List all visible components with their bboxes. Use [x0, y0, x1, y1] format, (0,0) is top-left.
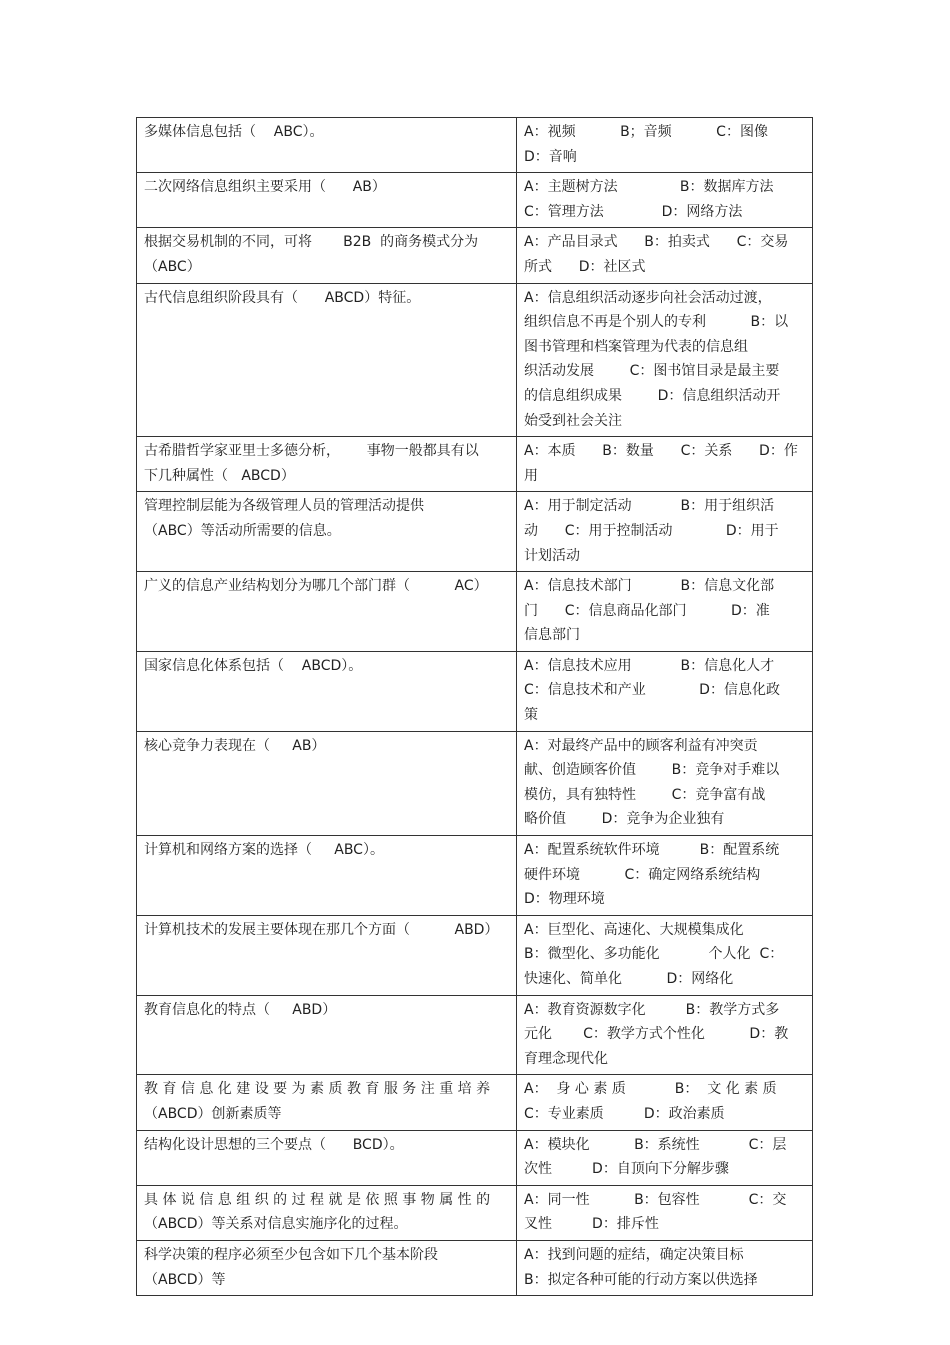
answer-option-text: 略价值 D：竞争为企业独有	[524, 811, 725, 828]
question-text: （ABCD）等	[144, 1271, 226, 1288]
table-row	[137, 118, 813, 173]
answer-option-text: A：巨型化、高速化、大规模集成化	[524, 921, 744, 938]
answer-option-text: A：主题树方法 B：数据库方法	[524, 179, 774, 196]
answer-options-cell	[517, 118, 813, 173]
answer-options-cell	[517, 1130, 813, 1185]
answer-option-text: 信息部门	[524, 627, 580, 644]
table-row	[137, 492, 813, 572]
answer-options-cell	[517, 915, 813, 995]
answer-option-text: 次性 D：自顶向下分解步骤	[524, 1161, 729, 1178]
answer-option-text: A：模块化 B：系统性 C：层	[524, 1136, 787, 1153]
answer-option-text: C：专业素质 D：政治素质	[524, 1105, 725, 1122]
question-text: 科学决策的程序必须至少包含如下几个基本阶段	[144, 1246, 438, 1263]
question-text: 国家信息化体系包括（ ABCD）。	[144, 657, 363, 674]
table-row	[137, 651, 813, 731]
answer-option-text: A：用于制定活动 B：用于组织活	[524, 498, 775, 515]
question-text: 古希腊哲学家亚里士多德分析， 事物一般都具有以	[144, 443, 479, 460]
answer-options-cell	[517, 1240, 813, 1295]
question-text: 古代信息组织阶段具有（ ABCD）特征。	[144, 289, 421, 306]
question-cell	[137, 1130, 517, 1185]
question-cell	[137, 836, 517, 916]
question-cell	[137, 572, 517, 652]
answer-option-text: A：找到问题的症结，确定决策目标	[524, 1246, 744, 1263]
answer-option-text: D：物理环境	[524, 891, 605, 908]
question-text: 教 育 信 息 化 建 设 要 为 素 质 教 育 服 务 注 重 培 养	[144, 1081, 491, 1098]
question-cell	[137, 1185, 517, 1240]
answer-option-text: D：音响	[524, 148, 577, 165]
answer-option-text: 模仿，具有独特性 C：竞争富有战	[524, 786, 766, 803]
answer-option-text: 图书管理和档案管理为代表的信息组	[524, 338, 748, 355]
answer-option-text: 献、创造顾客价值 B：竞争对手难以	[524, 762, 780, 779]
question-text: （ABCD）等关系对信息实施序化的过程。	[144, 1216, 408, 1233]
table-row	[137, 228, 813, 283]
answer-option-text: A：配置系统软件环境 B：配置系统	[524, 842, 780, 859]
answer-option-text: 始受到社会关注	[524, 412, 622, 429]
answer-option-text: 快速化、简单化 D：网络化	[524, 971, 734, 987]
answer-option-text: 育理念现代化	[524, 1050, 608, 1067]
question-text: 具 体 说 信 息 组 织 的 过 程 就 是 依 照 事 物 属 性 的	[144, 1191, 491, 1208]
question-text: 计算机技术的发展主要体现在那几个方面（ ABD）	[144, 921, 499, 938]
answer-options-cell	[517, 437, 813, 492]
question-text: 管理控制层能为各级管理人员的管理活动提供	[144, 498, 424, 515]
question-cell	[137, 228, 517, 283]
question-text: （ABC）等活动所需要的信息。	[144, 522, 341, 539]
answer-option-text: B：拟定各种可能的行动方案以供选择	[524, 1271, 758, 1288]
answer-option-text: A：信息技术应用 B：信息化人才	[524, 657, 775, 674]
answer-options-cell	[517, 995, 813, 1075]
table-row	[137, 1185, 813, 1240]
answer-option-text: A：教育资源数字化 B：教学方式多	[524, 1001, 780, 1018]
question-text: 结构化设计思想的三个要点（ BCD）。	[144, 1136, 404, 1153]
answer-option-text: 叉性 D：排斥性	[524, 1216, 659, 1233]
answer-option-text: 组织信息不再是个别人的专利 B：以	[524, 314, 789, 331]
question-cell	[137, 915, 517, 995]
question-cell	[137, 118, 517, 173]
answer-options-cell	[517, 836, 813, 916]
answer-options-cell	[517, 173, 813, 228]
question-text: 计算机和网络方案的选择（ ABC）。	[144, 842, 384, 859]
table-row	[137, 173, 813, 228]
question-cell	[137, 651, 517, 731]
question-cell	[137, 731, 517, 835]
answer-options-cell	[517, 651, 813, 731]
answer-option-text: 所式 D：社区式	[524, 258, 646, 275]
table-row	[137, 437, 813, 492]
answer-options-cell	[517, 228, 813, 283]
question-text: （ABCD）创新素质等	[144, 1105, 282, 1122]
table-row	[137, 572, 813, 652]
table-row	[137, 915, 813, 995]
answer-options-cell	[517, 1185, 813, 1240]
answer-option-text: 硬件环境 C：确定网络系统结构	[524, 866, 761, 883]
question-text: 核心竞争力表现在（ AB）	[144, 737, 326, 754]
question-text: （ABC）	[144, 258, 201, 275]
question-cell	[137, 492, 517, 572]
answer-option-text: 的信息组织成果 D：信息组织活动开	[524, 387, 781, 404]
answer-option-text: A：同一性 B：包容性 C：交	[524, 1191, 787, 1208]
answer-option-text: 动 C：用于控制活动 D：用于	[524, 522, 779, 539]
answer-option-text: A：信息组织活动逐步向社会活动过渡，	[524, 289, 772, 306]
answer-option-text: A：对最终产品中的顾客利益有冲突贡	[524, 737, 758, 754]
question-cell	[137, 173, 517, 228]
answer-options-cell	[517, 1075, 813, 1130]
answer-options-cell	[517, 731, 813, 835]
question-text: 广义的信息产业结构划分为哪几个部门群（ AC）	[144, 578, 488, 595]
answer-options-cell	[517, 572, 813, 652]
answer-option-text: C：信息技术和产业 D：信息化政	[524, 682, 780, 699]
answer-option-text: A：本质 B：数量 C：关系 D：作	[524, 443, 798, 460]
answer-options-cell	[517, 283, 813, 437]
table-row	[137, 1240, 813, 1295]
question-table	[136, 117, 813, 1296]
question-text: 二次网络信息组织主要采用（ AB）	[144, 179, 386, 196]
answer-option-text: B：微型化、多功能化 个人化 C：	[524, 946, 784, 963]
question-text: 根据交易机制的不同，可将 B2B 的商务模式分为	[144, 234, 479, 251]
answer-option-text: 织活动发展 C：图书馆目录是最主要	[524, 363, 780, 380]
question-text: 多媒体信息包括（ ABC）。	[144, 124, 324, 140]
question-cell	[137, 1240, 517, 1295]
answer-option-text: 计划活动	[524, 547, 580, 564]
table-row	[137, 995, 813, 1075]
question-cell	[137, 995, 517, 1075]
table-row	[137, 731, 813, 835]
answer-option-text: A：信息技术部门 B：信息文化部	[524, 578, 775, 595]
table-row	[137, 1075, 813, 1130]
question-cell	[137, 1075, 517, 1130]
answer-option-text: A：产品目录式 B：拍卖式 C：交易	[524, 234, 789, 251]
answer-option-text: 策	[524, 707, 538, 724]
table-row	[137, 836, 813, 916]
answer-option-text: 用	[524, 467, 538, 484]
answer-option-text: A： 身 心 素 质 B： 文 化 素 质	[524, 1081, 777, 1098]
question-text: 教育信息化的特点（ ABD）	[144, 1001, 337, 1018]
answer-option-text: 门 C：信息商品化部门 D：准	[524, 602, 770, 619]
answer-options-cell	[517, 492, 813, 572]
question-cell	[137, 283, 517, 437]
answer-option-text: 元化 C：教学方式个性化 D：教	[524, 1026, 789, 1043]
table-row	[137, 283, 813, 437]
question-cell	[137, 437, 517, 492]
table-row	[137, 1130, 813, 1185]
question-text: 下几种属性（ ABCD）	[144, 467, 295, 484]
answer-option-text: C：管理方法 D：网络方法	[524, 203, 743, 220]
answer-option-text: A：视频 B；音频 C：图像	[524, 124, 768, 140]
